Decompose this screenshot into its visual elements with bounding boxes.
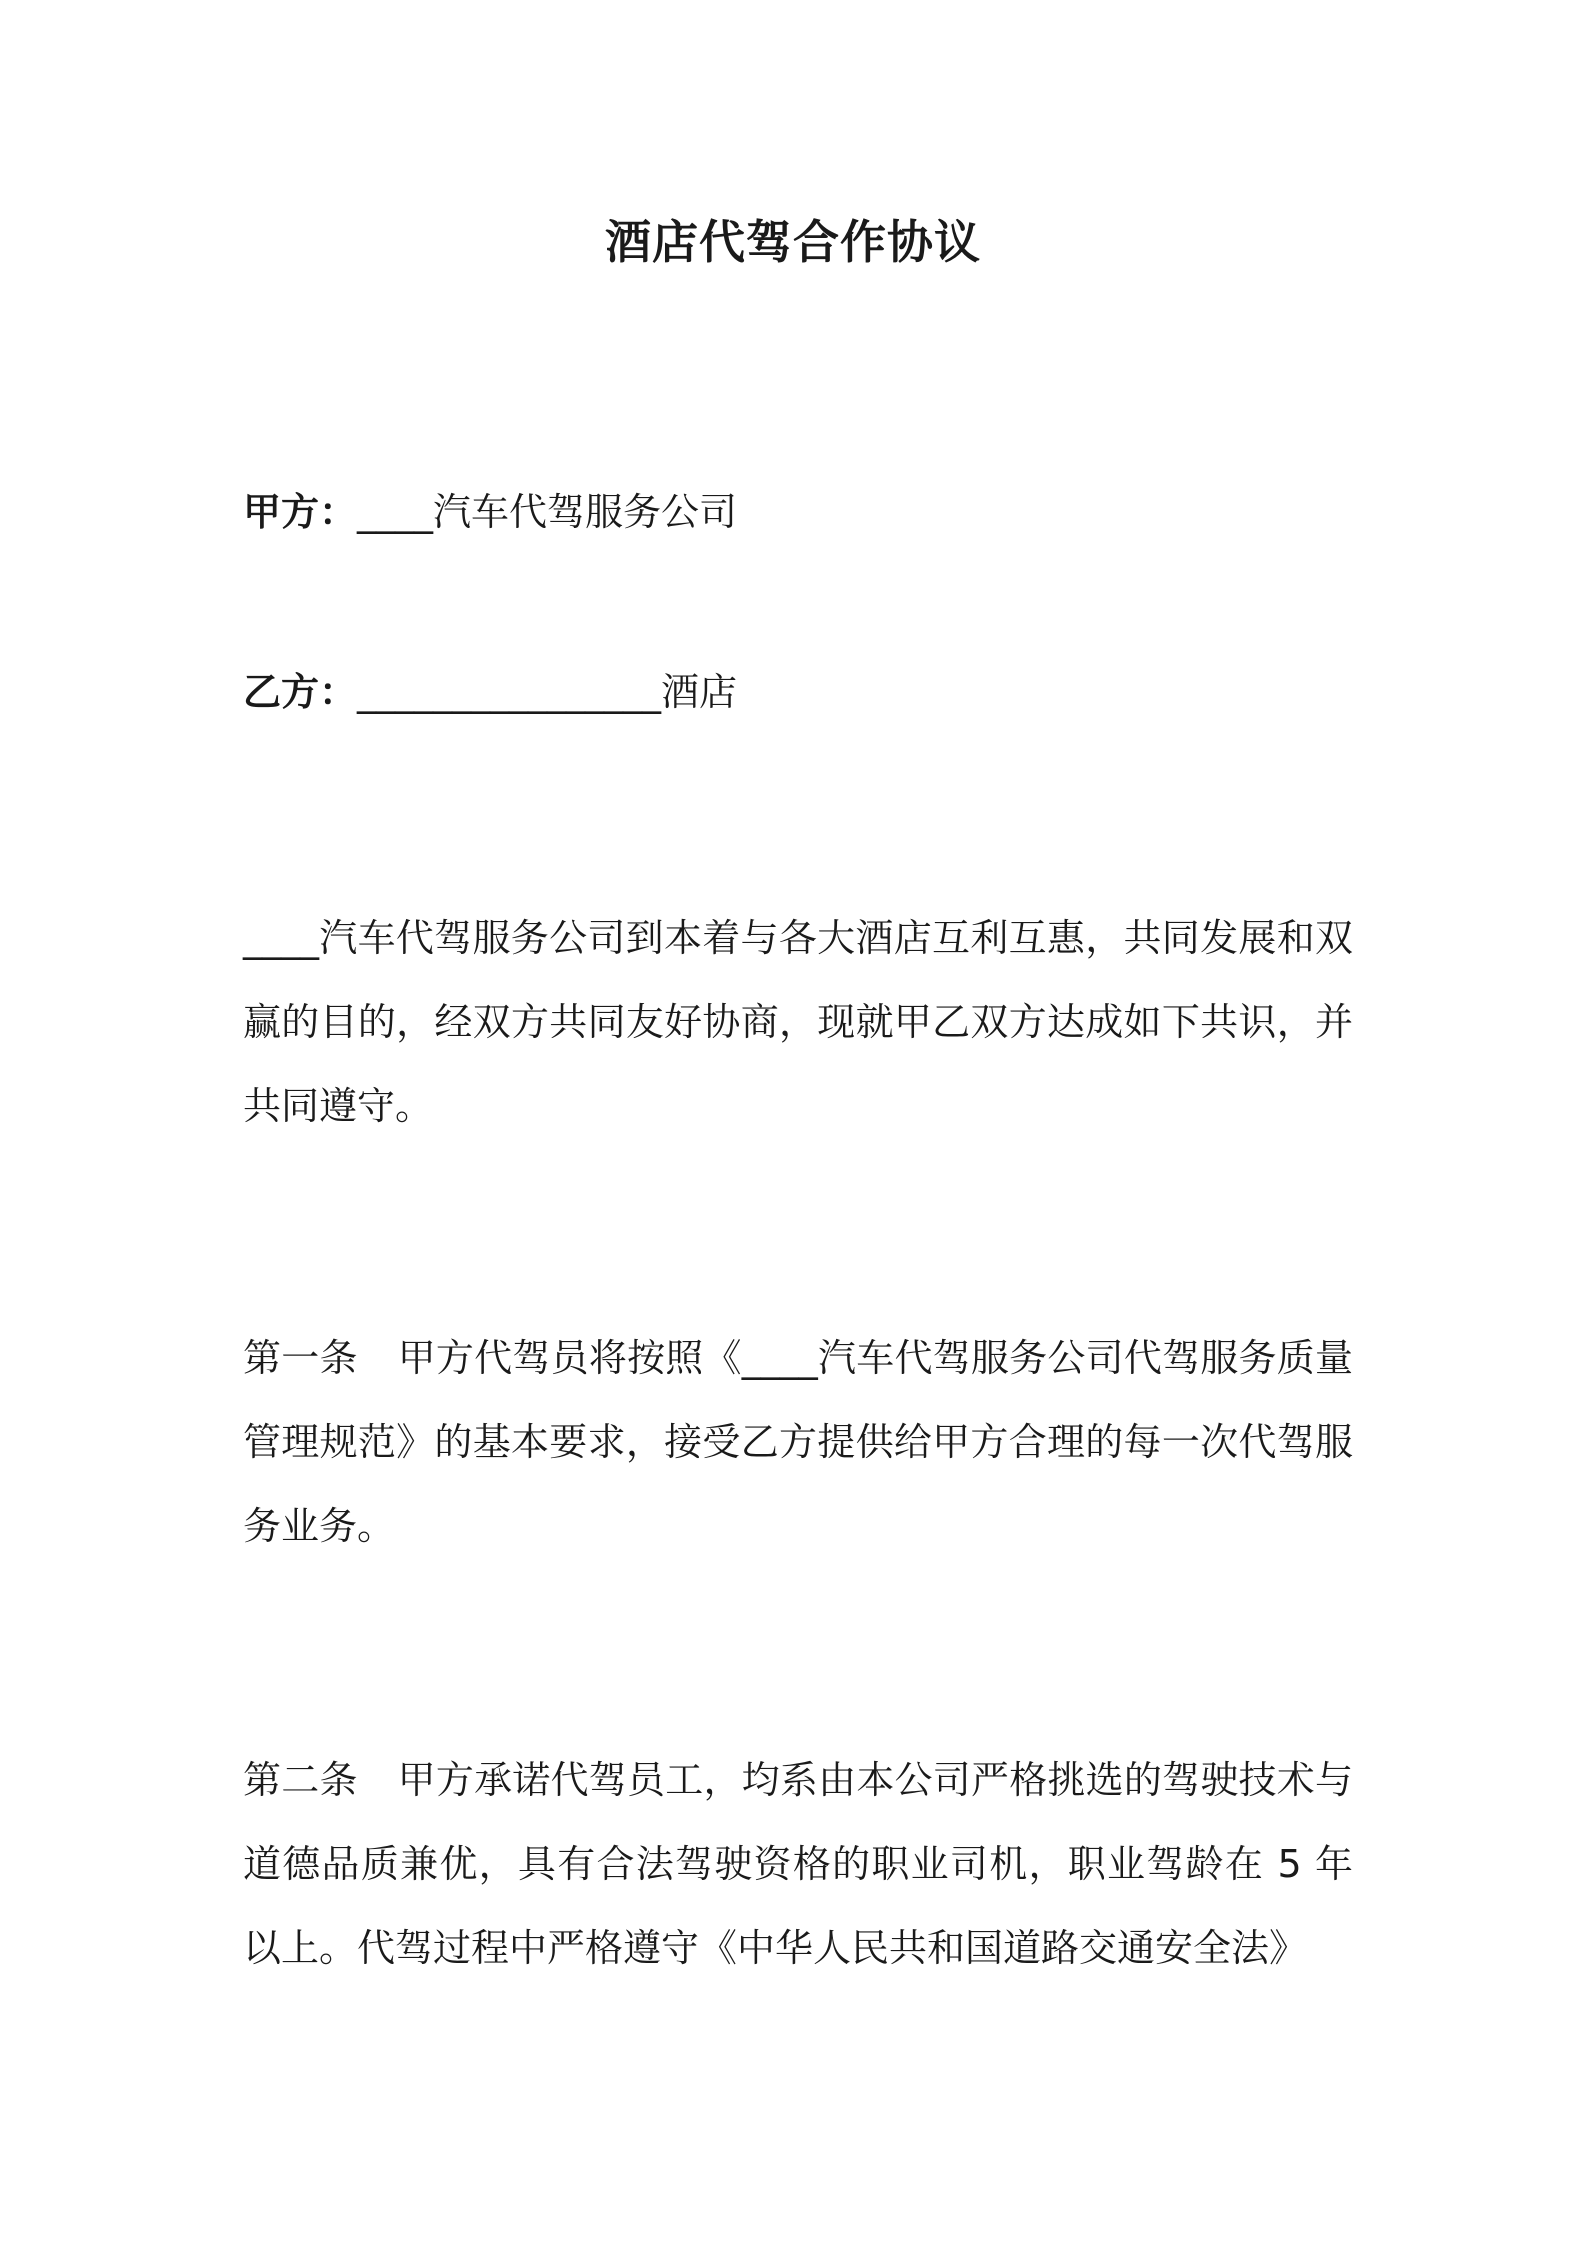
party-a-line xyxy=(243,470,1353,554)
preamble-paragraph: ____汽车代驾服务公司到本着与各大酒店互利互惠，共同发展和双赢的目的，经双方共同友好协商，现就甲乙双方达成如下共识，并共同遵守。 xyxy=(243,916,1353,1128)
article-1-paragraph xyxy=(243,1316,1353,1568)
party-a-value: ____汽车代驾服务公司 xyxy=(357,490,738,534)
party-b-label: 乙方： xyxy=(243,670,358,714)
article-1-text: 甲方代驾员将按照《____汽车代驾服务公司代驾服务质量管理规范》的基本要求，接受乙方提供给甲方合理的每一次代驾服务业务。 xyxy=(243,1336,1353,1548)
article-2-text: 甲方承诺代驾员工，均系由本公司严格挑选的驾驶技术与道德品质兼优，具有合法驾驶资格的职业司机，职业驾龄在 5 年以上。代驾过程中严格遵守《中华人民共和国道路交通安全法》 xyxy=(243,1758,1353,1970)
article-2-paragraph xyxy=(243,1738,1353,1990)
party-b-line xyxy=(243,650,1353,734)
party-b-value: ________________酒店 xyxy=(357,670,738,714)
article-2-number: 第二条 xyxy=(243,1758,358,1802)
party-a-label: 甲方： xyxy=(243,490,358,534)
document-title: 酒店代驾合作协议 xyxy=(605,215,981,269)
article-1-number: 第一条 xyxy=(243,1336,358,1380)
